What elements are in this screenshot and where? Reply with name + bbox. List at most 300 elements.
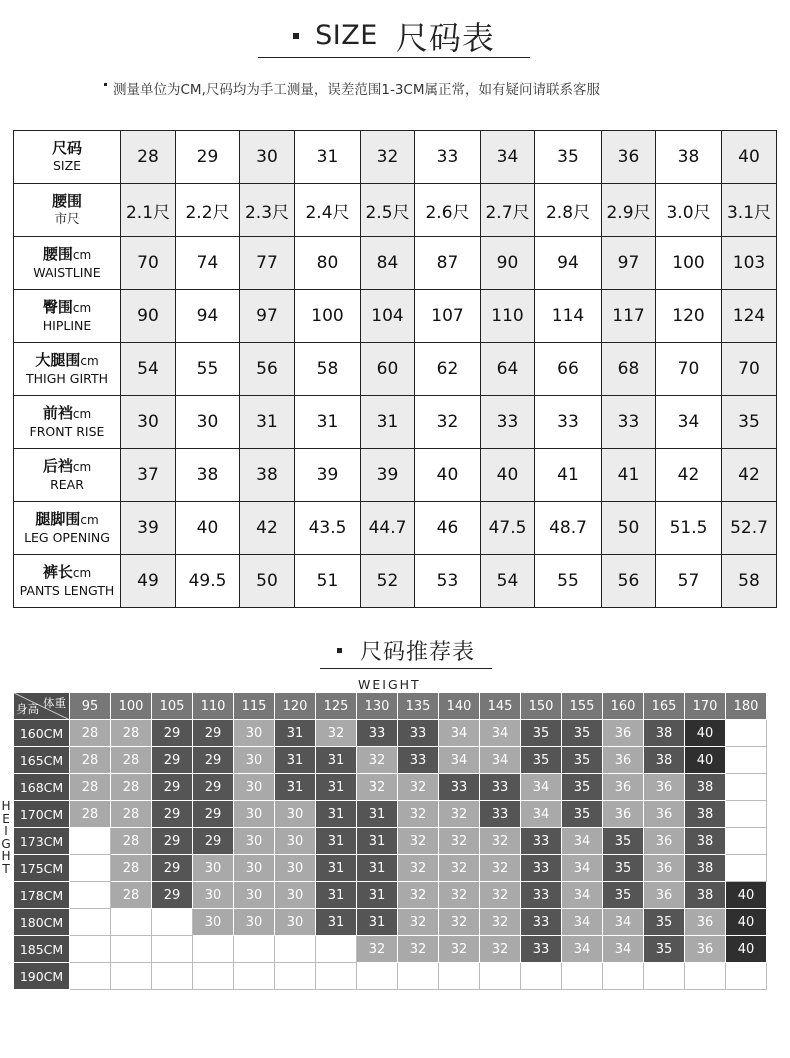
height-header-cell: 190CM xyxy=(14,963,70,990)
size-cell: 117 xyxy=(602,290,656,343)
height-row xyxy=(14,828,767,855)
size-cell: 58 xyxy=(722,555,777,608)
recommend-cell: 32 xyxy=(480,909,521,936)
recommend-cell: 35 xyxy=(562,801,603,828)
recommend-cell: 33 xyxy=(521,936,562,963)
recommend-cell: 31 xyxy=(316,909,357,936)
size-cell: 60 xyxy=(361,343,415,396)
recommend-cell: 32 xyxy=(398,882,439,909)
size-cell: 37 xyxy=(121,449,176,502)
size-cell: 55 xyxy=(535,555,602,608)
recommend-title xyxy=(320,632,492,669)
recommend-cell: 34 xyxy=(562,882,603,909)
recommend-cell: 28 xyxy=(111,774,152,801)
recommend-cell: 30 xyxy=(234,828,275,855)
recommend-title-text: 尺码推荐表 xyxy=(359,639,475,665)
title-en: SIZE xyxy=(315,20,378,51)
recommend-cell xyxy=(70,882,111,909)
size-cell: 34 xyxy=(481,131,535,184)
recommend-cell: 28 xyxy=(111,720,152,747)
size-cell: 52.7 xyxy=(722,502,777,555)
size-cell: 52 xyxy=(361,555,415,608)
recommend-cell: 28 xyxy=(111,855,152,882)
size-row-header xyxy=(14,184,121,237)
recommend-cell: 38 xyxy=(685,882,726,909)
recommend-cell: 30 xyxy=(234,882,275,909)
size-cell: 100 xyxy=(656,237,722,290)
size-cell: 54 xyxy=(121,343,176,396)
recommend-cell: 33 xyxy=(480,774,521,801)
recommend-cell: 34 xyxy=(562,909,603,936)
size-cell: 40 xyxy=(176,502,240,555)
size-cell: 41 xyxy=(602,449,656,502)
size-cell: 114 xyxy=(535,290,602,343)
recommend-cell xyxy=(562,963,603,990)
recommend-cell: 31 xyxy=(357,801,398,828)
corner-height-label: 身高 xyxy=(16,702,39,716)
weight-header-cell: 160 xyxy=(603,693,644,720)
recommend-cell xyxy=(316,963,357,990)
row-label-cn: 大腿围 xyxy=(35,350,81,369)
recommend-cell: 36 xyxy=(603,720,644,747)
size-cell: 42 xyxy=(656,449,722,502)
size-cell: 57 xyxy=(656,555,722,608)
size-cell: 70 xyxy=(121,237,176,290)
recommend-cell: 28 xyxy=(111,801,152,828)
recommend-cell: 32 xyxy=(398,828,439,855)
recommend-cell: 32 xyxy=(439,936,480,963)
recommend-cell: 33 xyxy=(439,774,480,801)
recommend-cell: 35 xyxy=(644,936,685,963)
size-cell: 70 xyxy=(656,343,722,396)
recommend-cell: 30 xyxy=(275,801,316,828)
recommend-cell: 32 xyxy=(398,774,439,801)
recommend-cell: 32 xyxy=(316,720,357,747)
recommend-cell: 32 xyxy=(357,936,398,963)
weight-header-cell: 125 xyxy=(316,693,357,720)
size-cell: 110 xyxy=(481,290,535,343)
size-cell: 30 xyxy=(240,131,295,184)
size-cell: 87 xyxy=(415,237,481,290)
row-label-unit: cm xyxy=(80,353,99,368)
recommend-cell: 40 xyxy=(726,936,767,963)
recommend-cell: 29 xyxy=(193,774,234,801)
height-header-cell: 165CM xyxy=(14,747,70,774)
recommend-cell xyxy=(644,963,685,990)
weight-header-cell: 180 xyxy=(726,693,767,720)
height-row xyxy=(14,855,767,882)
weight-header-cell: 130 xyxy=(357,693,398,720)
size-cell: 39 xyxy=(295,449,361,502)
height-row xyxy=(14,747,767,774)
recommend-cell: 35 xyxy=(603,882,644,909)
size-cell: 44.7 xyxy=(361,502,415,555)
recommend-cell: 28 xyxy=(111,828,152,855)
weight-header-cell: 135 xyxy=(398,693,439,720)
recommend-cell xyxy=(439,963,480,990)
recommend-cell: 31 xyxy=(357,882,398,909)
recommend-cell: 38 xyxy=(644,720,685,747)
recommend-cell: 30 xyxy=(275,828,316,855)
recommend-cell xyxy=(726,801,767,828)
recommend-cell xyxy=(152,909,193,936)
recommend-cell: 34 xyxy=(521,801,562,828)
size-cell: 53 xyxy=(415,555,481,608)
recommend-cell: 31 xyxy=(316,855,357,882)
recommend-cell xyxy=(726,747,767,774)
recommend-cell: 30 xyxy=(193,855,234,882)
size-cell: 103 xyxy=(722,237,777,290)
size-cell: 97 xyxy=(240,290,295,343)
size-cell: 30 xyxy=(176,396,240,449)
row-label-cn: 裤长 xyxy=(42,562,73,581)
size-table-row xyxy=(14,502,777,555)
recommend-cell: 36 xyxy=(644,774,685,801)
recommend-cell: 35 xyxy=(562,720,603,747)
size-cell: 90 xyxy=(481,237,535,290)
recommend-cell: 33 xyxy=(398,747,439,774)
recommend-cell: 30 xyxy=(234,720,275,747)
size-cell: 55 xyxy=(176,343,240,396)
note-bullet xyxy=(104,83,107,86)
size-cell: 33 xyxy=(481,396,535,449)
size-row-header xyxy=(14,449,121,502)
recommend-cell: 29 xyxy=(152,855,193,882)
size-cell: 94 xyxy=(176,290,240,343)
recommend-cell: 34 xyxy=(603,909,644,936)
size-cell: 64 xyxy=(481,343,535,396)
size-cell: 56 xyxy=(602,555,656,608)
recommend-cell xyxy=(152,963,193,990)
recommend-cell: 29 xyxy=(193,801,234,828)
size-table-row xyxy=(14,343,777,396)
recommend-cell: 34 xyxy=(562,855,603,882)
size-cell: 74 xyxy=(176,237,240,290)
recommend-cell: 29 xyxy=(152,747,193,774)
recommend-cell: 38 xyxy=(685,801,726,828)
row-label-cn: 前裆 xyxy=(42,403,73,422)
recommend-cell: 32 xyxy=(398,936,439,963)
row-label-cn: 尺码 xyxy=(51,139,82,157)
recommend-cell: 31 xyxy=(357,909,398,936)
recommend-cell: 31 xyxy=(316,774,357,801)
recommend-cell: 36 xyxy=(644,855,685,882)
row-label-cn: 后裆 xyxy=(42,456,73,475)
size-cell: 46 xyxy=(415,502,481,555)
title-cn: 尺码表 xyxy=(395,18,495,57)
recommend-cell: 31 xyxy=(275,720,316,747)
recommend-cell xyxy=(70,855,111,882)
size-cell: 38 xyxy=(176,449,240,502)
height-header-cell: 178CM xyxy=(14,882,70,909)
size-cell: 58 xyxy=(295,343,361,396)
size-cell: 39 xyxy=(361,449,415,502)
height-row xyxy=(14,720,767,747)
height-row xyxy=(14,882,767,909)
recommend-cell: 31 xyxy=(275,774,316,801)
row-label-en: THIGH GIRTH xyxy=(26,370,108,386)
size-table-row xyxy=(14,184,777,237)
size-cell: 31 xyxy=(361,396,415,449)
recommend-cell: 32 xyxy=(439,882,480,909)
size-cell: 104 xyxy=(361,290,415,343)
recommend-cell: 29 xyxy=(152,882,193,909)
recommend-cell: 34 xyxy=(439,747,480,774)
recommend-cell xyxy=(111,963,152,990)
recommend-cell xyxy=(316,936,357,963)
recommend-cell: 29 xyxy=(193,828,234,855)
height-row xyxy=(14,936,767,963)
recommend-grid xyxy=(13,692,767,990)
recommend-cell: 32 xyxy=(480,855,521,882)
recommend-cell: 28 xyxy=(111,882,152,909)
recommend-cell: 32 xyxy=(480,936,521,963)
size-row-header xyxy=(14,396,121,449)
row-label-cn: 臀围 xyxy=(42,297,73,316)
recommend-cell: 32 xyxy=(357,747,398,774)
size-cell: 54 xyxy=(481,555,535,608)
size-cell: 40 xyxy=(481,449,535,502)
size-cell: 33 xyxy=(415,131,481,184)
row-label-unit: cm xyxy=(72,300,92,315)
row-label-en: LEG OPENING xyxy=(24,529,110,545)
recommend-cell xyxy=(521,963,562,990)
size-cell: 30 xyxy=(121,396,176,449)
recommend-cell: 36 xyxy=(685,909,726,936)
size-cell: 2.6尺 xyxy=(415,184,481,237)
row-label-en: SIZE xyxy=(52,158,82,173)
size-cell: 80 xyxy=(295,237,361,290)
size-cell: 31 xyxy=(240,396,295,449)
recommend-cell: 35 xyxy=(603,828,644,855)
recommend-cell: 32 xyxy=(398,909,439,936)
recommend-cell: 35 xyxy=(521,747,562,774)
size-cell: 3.1尺 xyxy=(722,184,777,237)
recommend-cell: 34 xyxy=(439,720,480,747)
recommend-cell: 30 xyxy=(275,855,316,882)
recommend-cell: 40 xyxy=(685,720,726,747)
recommend-cell: 29 xyxy=(152,774,193,801)
size-cell: 2.9尺 xyxy=(602,184,656,237)
row-label-cn: 腰围 xyxy=(51,192,82,210)
recommend-cell xyxy=(275,963,316,990)
row-label-en: REAR xyxy=(50,476,84,492)
size-cell: 2.8尺 xyxy=(535,184,602,237)
size-cell: 32 xyxy=(361,131,415,184)
recommend-cell: 38 xyxy=(685,774,726,801)
recommend-cell: 35 xyxy=(562,747,603,774)
weight-header-cell: 165 xyxy=(644,693,685,720)
size-cell: 40 xyxy=(722,131,777,184)
recommend-cell: 34 xyxy=(480,720,521,747)
height-header-cell: 168CM xyxy=(14,774,70,801)
recommend-cell xyxy=(70,909,111,936)
recommend-cell: 33 xyxy=(521,828,562,855)
recommend-cell xyxy=(193,963,234,990)
row-label-en: 市尺 xyxy=(54,211,80,226)
recommend-cell: 31 xyxy=(316,882,357,909)
recommend-cell: 32 xyxy=(439,909,480,936)
recommend-cell: 29 xyxy=(193,720,234,747)
recommend-cell xyxy=(398,963,439,990)
recommend-cell: 32 xyxy=(480,882,521,909)
weight-header-cell: 95 xyxy=(70,693,111,720)
weight-header-cell: 140 xyxy=(439,693,480,720)
size-table-row xyxy=(14,449,777,502)
size-cell: 42 xyxy=(722,449,777,502)
weight-header-cell: 105 xyxy=(152,693,193,720)
recommend-cell: 29 xyxy=(152,828,193,855)
size-cell: 50 xyxy=(240,555,295,608)
row-label-en: PANTS LENGTH xyxy=(19,582,115,598)
recommend-cell: 40 xyxy=(726,882,767,909)
recommend-cell: 31 xyxy=(316,801,357,828)
weight-header-cell: 150 xyxy=(521,693,562,720)
recommend-cell: 33 xyxy=(521,882,562,909)
size-cell: 94 xyxy=(535,237,602,290)
recommend-cell: 33 xyxy=(357,720,398,747)
size-cell: 90 xyxy=(121,290,176,343)
recommend-cell: 33 xyxy=(521,855,562,882)
recommend-cell: 28 xyxy=(70,747,111,774)
recommend-cell: 29 xyxy=(152,720,193,747)
weight-axis-label: WEIGHT xyxy=(358,677,421,692)
note-text: 测量单位为CM,尺码均为手工测量，误差范围1-3CM属正常，如有疑问请联系客服 xyxy=(113,82,600,98)
recommend-cell: 28 xyxy=(70,720,111,747)
size-cell: 70 xyxy=(722,343,777,396)
size-cell: 120 xyxy=(656,290,722,343)
weight-header-cell: 155 xyxy=(562,693,603,720)
size-cell: 40 xyxy=(415,449,481,502)
recommend-cell: 36 xyxy=(644,801,685,828)
weight-header-cell: 100 xyxy=(111,693,152,720)
size-cell: 124 xyxy=(722,290,777,343)
size-table-row xyxy=(14,131,777,184)
size-cell: 62 xyxy=(415,343,481,396)
size-cell: 100 xyxy=(295,290,361,343)
size-table-row xyxy=(14,237,777,290)
size-cell: 2.2尺 xyxy=(176,184,240,237)
size-row-header xyxy=(14,555,121,608)
recommend-cell: 34 xyxy=(562,828,603,855)
size-cell: 28 xyxy=(121,131,176,184)
row-label-unit: cm xyxy=(72,565,92,580)
recommend-cell: 38 xyxy=(685,855,726,882)
size-row-header xyxy=(14,131,121,184)
size-cell: 42 xyxy=(240,502,295,555)
recommend-cell: 36 xyxy=(644,882,685,909)
recommend-cell: 38 xyxy=(644,747,685,774)
recommend-cell: 30 xyxy=(193,909,234,936)
recommend-cell: 32 xyxy=(398,801,439,828)
recommend-cell: 30 xyxy=(275,909,316,936)
recommend-cell: 31 xyxy=(316,747,357,774)
recommend-cell: 35 xyxy=(603,855,644,882)
size-row-header xyxy=(14,237,121,290)
size-table-row xyxy=(14,396,777,449)
size-cell: 39 xyxy=(121,502,176,555)
row-label-cn: 腰围 xyxy=(42,244,73,263)
size-cell: 84 xyxy=(361,237,415,290)
recommend-cell: 28 xyxy=(70,774,111,801)
row-label-cn: 腿脚围 xyxy=(35,509,81,528)
height-header-cell: 160CM xyxy=(14,720,70,747)
recommend-cell: 30 xyxy=(234,774,275,801)
recommend-cell: 31 xyxy=(316,828,357,855)
recommend-cell: 32 xyxy=(398,855,439,882)
size-cell: 48.7 xyxy=(535,502,602,555)
recommend-cell: 30 xyxy=(234,909,275,936)
recommend-cell xyxy=(726,774,767,801)
size-cell: 43.5 xyxy=(295,502,361,555)
recommend-cell xyxy=(111,936,152,963)
recommend-cell xyxy=(234,936,275,963)
recommend-cell: 33 xyxy=(480,801,521,828)
size-cell: 2.4尺 xyxy=(295,184,361,237)
recommend-cell: 30 xyxy=(193,882,234,909)
size-table-row xyxy=(14,290,777,343)
size-cell: 31 xyxy=(295,131,361,184)
recommend-cell: 33 xyxy=(521,909,562,936)
recommend-cell xyxy=(726,720,767,747)
row-label-en: FRONT RISE xyxy=(29,423,105,439)
weight-header-cell: 115 xyxy=(234,693,275,720)
recommend-cell: 32 xyxy=(439,828,480,855)
size-cell: 56 xyxy=(240,343,295,396)
recommend-cell: 29 xyxy=(152,801,193,828)
size-cell: 35 xyxy=(535,131,602,184)
recommend-cell xyxy=(234,963,275,990)
row-label-unit: cm xyxy=(72,459,92,474)
recommend-cell xyxy=(111,909,152,936)
row-label-unit: cm xyxy=(80,512,99,527)
size-chart-title xyxy=(258,14,530,58)
size-row-header xyxy=(14,343,121,396)
title-bullet xyxy=(337,648,342,653)
size-cell: 107 xyxy=(415,290,481,343)
weight-header-cell: 110 xyxy=(193,693,234,720)
recommend-cell: 34 xyxy=(562,936,603,963)
size-table xyxy=(13,130,777,608)
recommend-cell: 35 xyxy=(644,909,685,936)
size-cell: 38 xyxy=(656,131,722,184)
recommend-cell: 31 xyxy=(357,855,398,882)
size-cell: 41 xyxy=(535,449,602,502)
height-row xyxy=(14,774,767,801)
recommend-cell: 40 xyxy=(685,747,726,774)
height-header-cell: 185CM xyxy=(14,936,70,963)
size-cell: 31 xyxy=(295,396,361,449)
size-cell: 2.1尺 xyxy=(121,184,176,237)
recommend-cell: 40 xyxy=(726,909,767,936)
size-cell: 35 xyxy=(722,396,777,449)
size-cell: 2.3尺 xyxy=(240,184,295,237)
recommend-cell xyxy=(152,936,193,963)
size-cell: 2.7尺 xyxy=(481,184,535,237)
weight-header-cell: 145 xyxy=(480,693,521,720)
recommend-cell: 32 xyxy=(480,828,521,855)
weight-header-cell: 170 xyxy=(685,693,726,720)
height-header-cell: 170CM xyxy=(14,801,70,828)
height-row xyxy=(14,963,767,990)
weight-header-cell: 120 xyxy=(275,693,316,720)
size-cell: 32 xyxy=(415,396,481,449)
recommend-cell: 31 xyxy=(275,747,316,774)
size-cell: 34 xyxy=(656,396,722,449)
recommend-cell: 36 xyxy=(644,828,685,855)
row-label-en: HIPLINE xyxy=(42,317,92,333)
recommend-cell: 30 xyxy=(234,855,275,882)
